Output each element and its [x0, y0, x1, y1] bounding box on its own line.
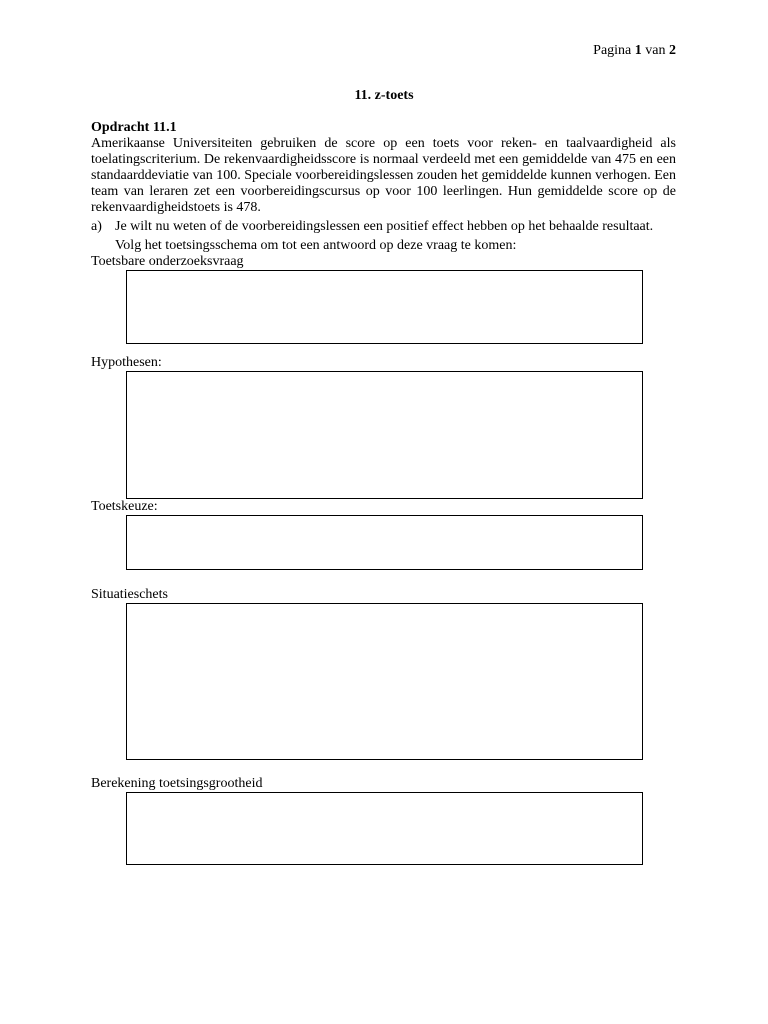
instruction-text: Volg het toetsingsschema om tot een antwoord op deze vraag te komen:: [115, 238, 517, 253]
question-a: [91, 219, 681, 235]
hypotheses-answer-box[interactable]: [126, 371, 643, 499]
page-of-word: van: [645, 43, 666, 58]
page-total: 2: [669, 43, 676, 58]
research-question-answer-box[interactable]: [126, 270, 643, 344]
assignment-heading: Opdracht 11.1: [91, 120, 177, 135]
page-word: Pagina: [593, 43, 632, 58]
question-letter: a): [91, 219, 102, 234]
hypotheses-label: Hypothesen:: [91, 355, 162, 370]
situation-sketch-answer-box[interactable]: [126, 603, 643, 760]
research-question-label: Toetsbare onderzoeksvraag: [91, 254, 244, 269]
page-title: 11. z-toets: [354, 88, 414, 103]
page-current: 1: [634, 43, 642, 58]
test-statistic-answer-box[interactable]: [126, 792, 643, 865]
intro-paragraph: Amerikaanse Universiteiten gebruiken de score op een toets voor reken- en taalvaardigheid als toelatingscriterium. De rekenvaardigheidsscore is normaal verdeeld met een gemiddelde van 475 en een standaarddeviatie van 100. Speciale voorbereidingslessen zouden het gemiddelde kunnen verhogen. Een team van leraren zet een voorbereidingscursus op voor 100 leerlingen. Hun gemiddelde score op de rekenvaardigheidstoets is 478.: [91, 136, 676, 215]
test-statistic-label: Berekening toetsingsgrootheid: [91, 776, 263, 791]
test-choice-label: Toetskeuze:: [91, 499, 158, 514]
test-choice-answer-box[interactable]: [126, 515, 643, 570]
page-number: [593, 43, 676, 59]
question-text: Je wilt nu weten of de voorbereidingslessen een positief effect hebben op het behaalde resultaat.: [115, 219, 654, 234]
situation-sketch-label: Situatieschets: [91, 587, 168, 602]
